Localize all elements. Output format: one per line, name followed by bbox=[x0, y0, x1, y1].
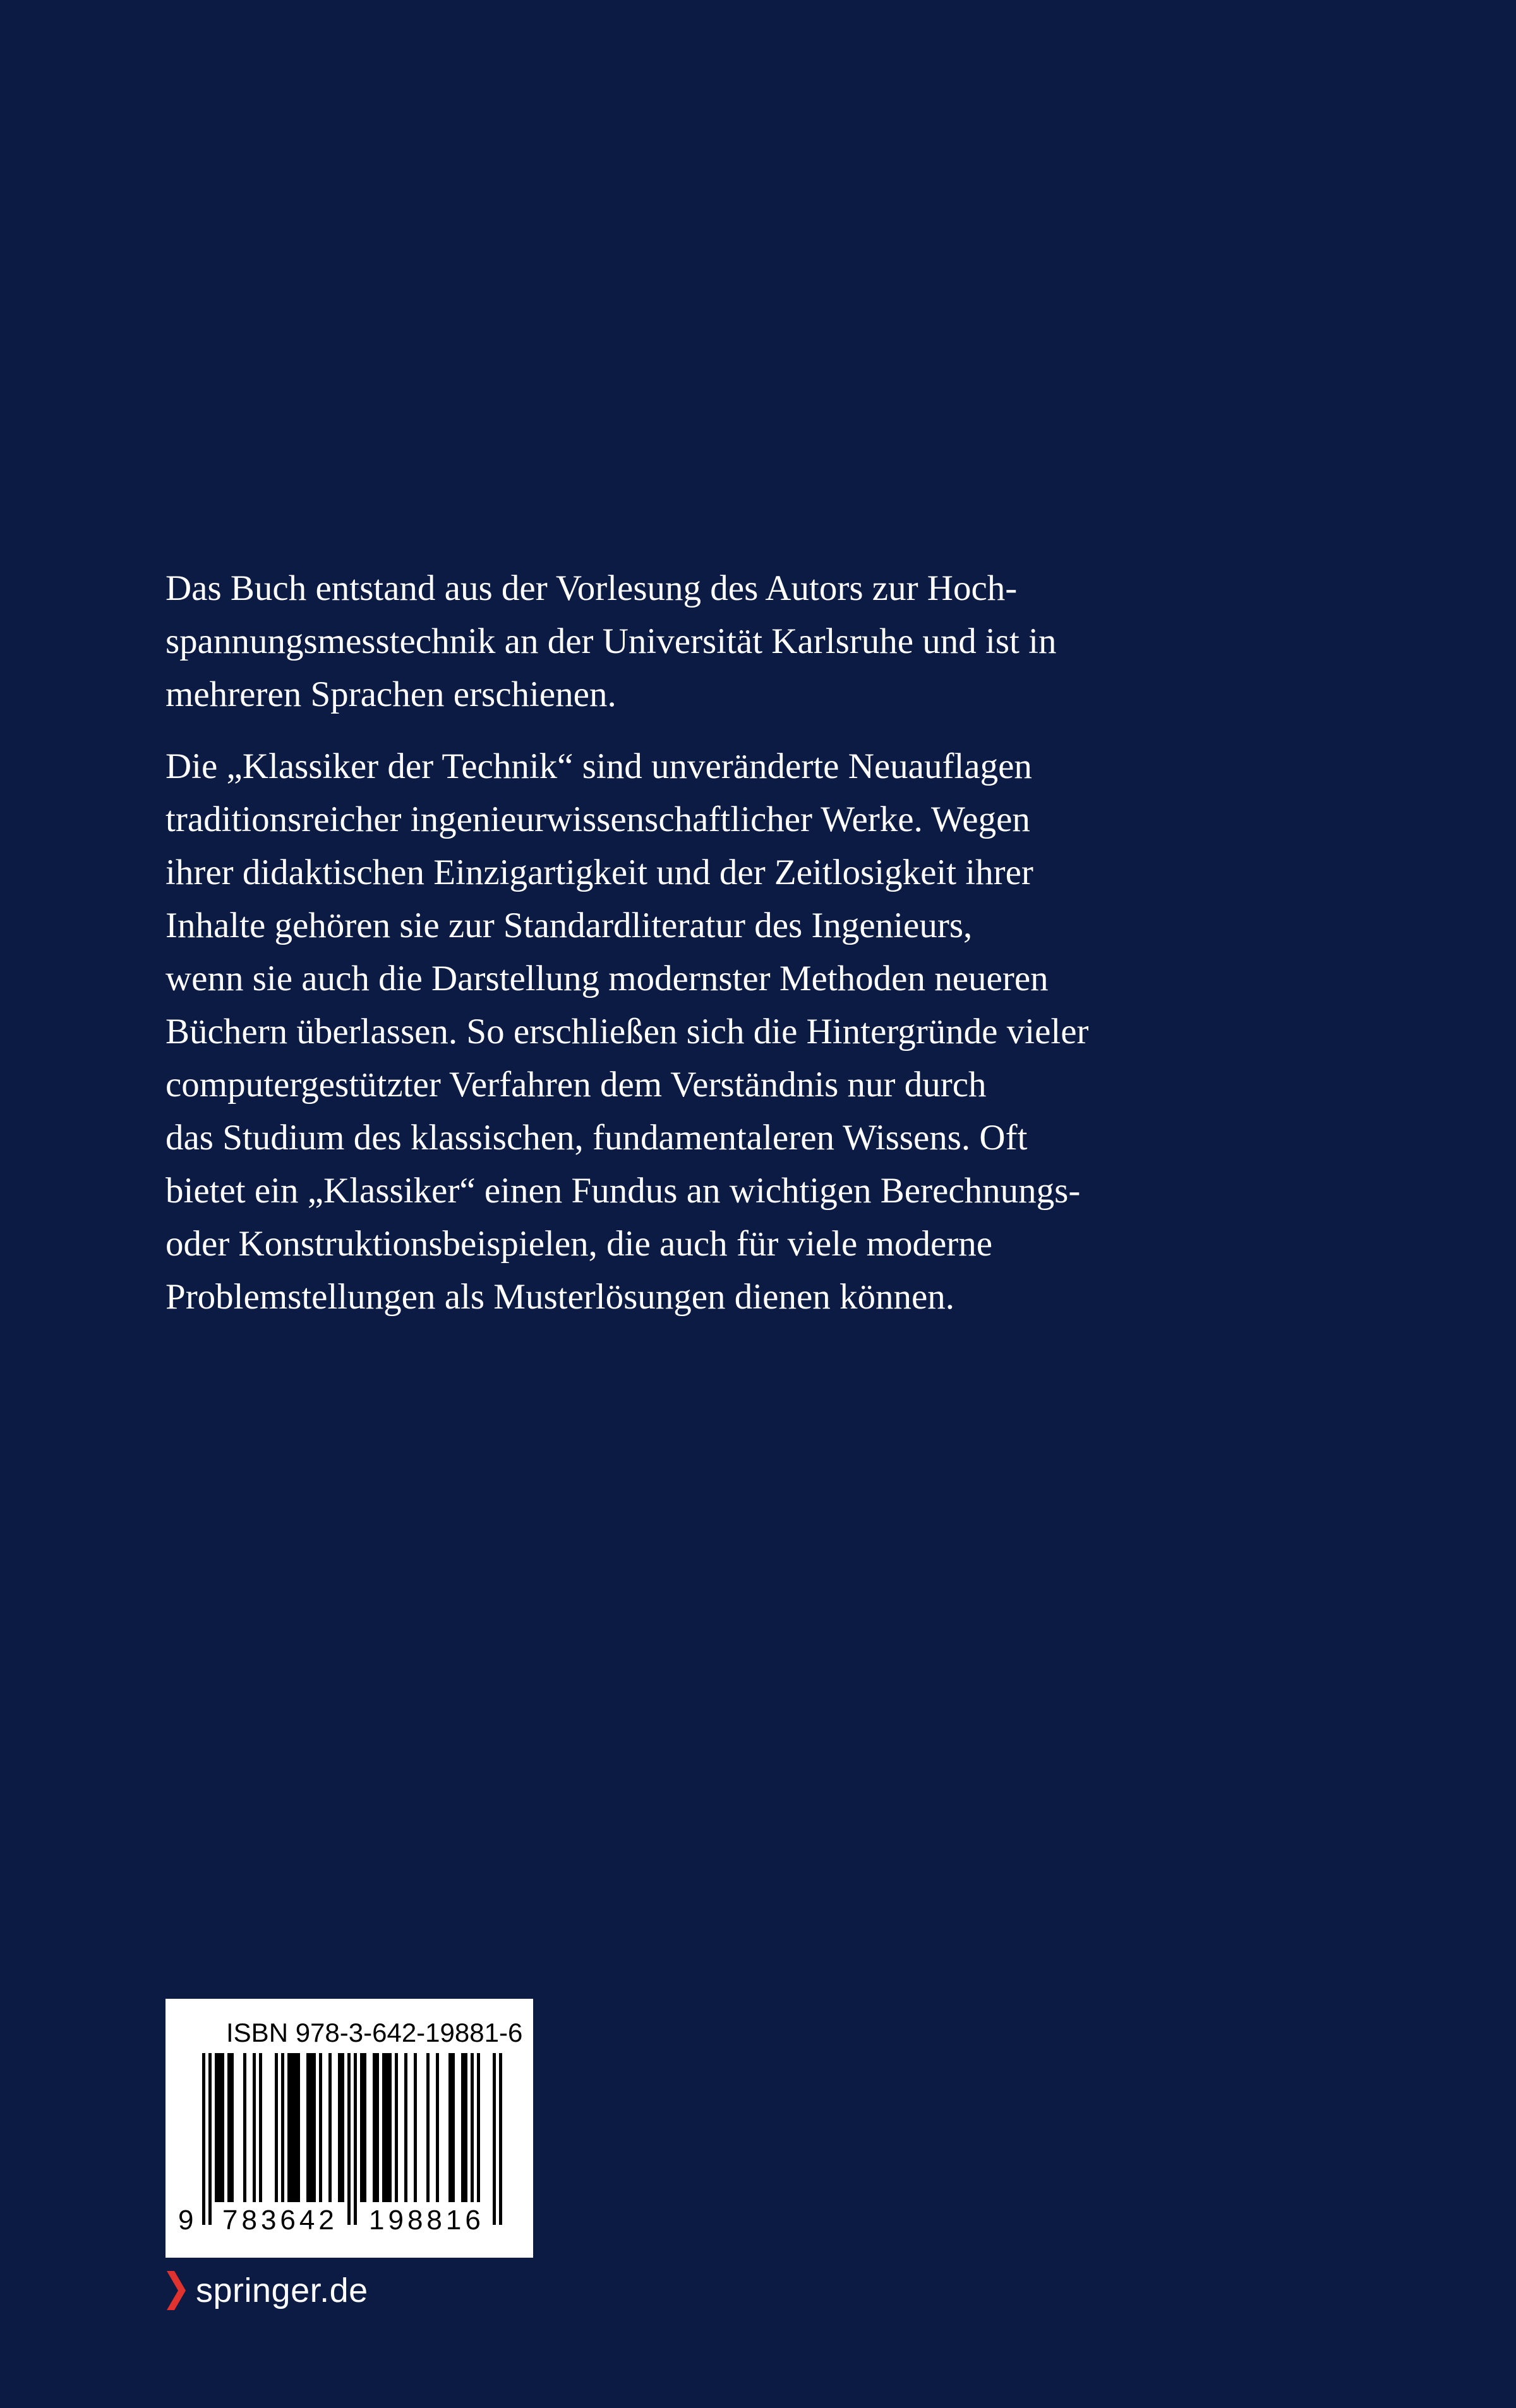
barcode-bar bbox=[452, 2053, 455, 2202]
blurb-line: Die „Klassiker der Technik“ sind unveränderte Neuauflagen bbox=[165, 746, 1032, 786]
barcode-bar bbox=[448, 2053, 452, 2202]
barcode-guard-bar bbox=[208, 2053, 212, 2225]
blurb-line: bietet ein „Klassiker“ einen Fundus an wichtigen Berechnungs- bbox=[165, 1171, 1081, 1211]
barcode-bar bbox=[294, 2053, 297, 2202]
blurb-paragraph-2 bbox=[165, 740, 1239, 1324]
barcode-guard-bar bbox=[499, 2053, 502, 2225]
barcode-bar bbox=[310, 2053, 313, 2202]
blurb-line: oder Konstruktionsbeispielen, die auch für viele moderne bbox=[165, 1224, 993, 1264]
barcode-bar bbox=[376, 2053, 379, 2202]
barcode-bar bbox=[395, 2053, 398, 2202]
barcode-bar bbox=[360, 2053, 363, 2202]
publisher-website: springer.de bbox=[196, 2272, 368, 2309]
blurb-line: spannungsmesstechnik an der Universität Karlsruhe und ist in bbox=[165, 621, 1057, 661]
blurb-line: computergestützter Verfahren dem Verständnis nur durch bbox=[165, 1065, 987, 1105]
blurb-line: traditionsreicher ingenieurwissenschaftlicher Werke. Wegen bbox=[165, 800, 1030, 839]
barcode-bar bbox=[461, 2053, 464, 2202]
blurb-line: wenn sie auch die Darstellung modernster Methoden neueren bbox=[165, 959, 1049, 998]
publisher-imprint bbox=[165, 2268, 368, 2313]
barcode-lead-digit: 9 bbox=[178, 2205, 194, 2236]
barcode-bar bbox=[471, 2053, 474, 2202]
barcode-guard-bar bbox=[202, 2053, 205, 2225]
blurb-line: mehreren Sprachen erschienen. bbox=[165, 674, 617, 714]
barcode-bar bbox=[363, 2053, 366, 2202]
barcode-right-group: 198816 bbox=[369, 2205, 484, 2236]
barcode-bar bbox=[291, 2053, 294, 2202]
barcode-bar bbox=[215, 2053, 218, 2202]
barcode-bar bbox=[338, 2053, 341, 2202]
barcode-bar bbox=[319, 2053, 322, 2202]
barcode-bar bbox=[259, 2053, 262, 2202]
blurb-line: das Studium des klassischen, fundamentaleren Wissens. Oft bbox=[165, 1118, 1028, 1158]
barcode-bar bbox=[382, 2053, 385, 2202]
blurb-line: Problemstellungen als Musterlösungen dienen können. bbox=[165, 1277, 955, 1317]
blurb-line: Inhalte gehören sie zur Standardliteratur des Ingenieurs, bbox=[165, 906, 973, 945]
barcode-guard-bar bbox=[354, 2053, 357, 2225]
barcode-bar bbox=[328, 2053, 332, 2202]
barcode-bar bbox=[436, 2053, 439, 2202]
barcode-bar bbox=[477, 2053, 480, 2202]
isbn-label: ISBN 978-3-642-19881-6 bbox=[226, 2018, 523, 2047]
barcode-bar bbox=[313, 2053, 316, 2202]
blurb-line: Das Buch entstand aus der Vorlesung des Autors zur Hoch- bbox=[165, 568, 1018, 608]
chevron-right-icon bbox=[165, 2270, 187, 2311]
barcode-guard-bar bbox=[347, 2053, 351, 2225]
barcode-bar bbox=[404, 2053, 407, 2202]
barcode-guard-bar bbox=[493, 2053, 496, 2225]
barcode-bar bbox=[221, 2053, 224, 2202]
barcode-bar bbox=[243, 2053, 246, 2202]
barcode-bar bbox=[231, 2053, 234, 2202]
blurb-line: ihrer didaktischen Einzigartigkeit und der Zeitlosigkeit ihrer bbox=[165, 853, 1033, 892]
barcode-bar bbox=[297, 2053, 300, 2202]
isbn-barcode bbox=[165, 1999, 533, 2258]
barcode-bar bbox=[253, 2053, 256, 2202]
barcode-bar bbox=[287, 2053, 291, 2202]
barcode-bar bbox=[306, 2053, 310, 2202]
barcode-bar bbox=[464, 2053, 467, 2202]
barcode-bar bbox=[227, 2053, 231, 2202]
barcode-bar bbox=[385, 2053, 388, 2202]
barcode-digits bbox=[165, 2205, 533, 2243]
blurb-line: Büchern überlassen. So erschließen sich die Hintergründe vieler bbox=[165, 1012, 1089, 1051]
barcode-left-group: 783642 bbox=[222, 2205, 338, 2236]
barcode-bar bbox=[275, 2053, 278, 2202]
barcode-bar bbox=[281, 2053, 284, 2202]
barcode-bar bbox=[373, 2053, 376, 2202]
barcode-bar bbox=[414, 2053, 417, 2202]
barcode-bar bbox=[388, 2053, 392, 2202]
barcode-bar bbox=[218, 2053, 221, 2202]
barcode-bar bbox=[426, 2053, 430, 2202]
blurb-paragraph-1 bbox=[165, 562, 1239, 721]
back-cover-blurb bbox=[165, 562, 1239, 1324]
barcode-bar bbox=[341, 2053, 344, 2202]
